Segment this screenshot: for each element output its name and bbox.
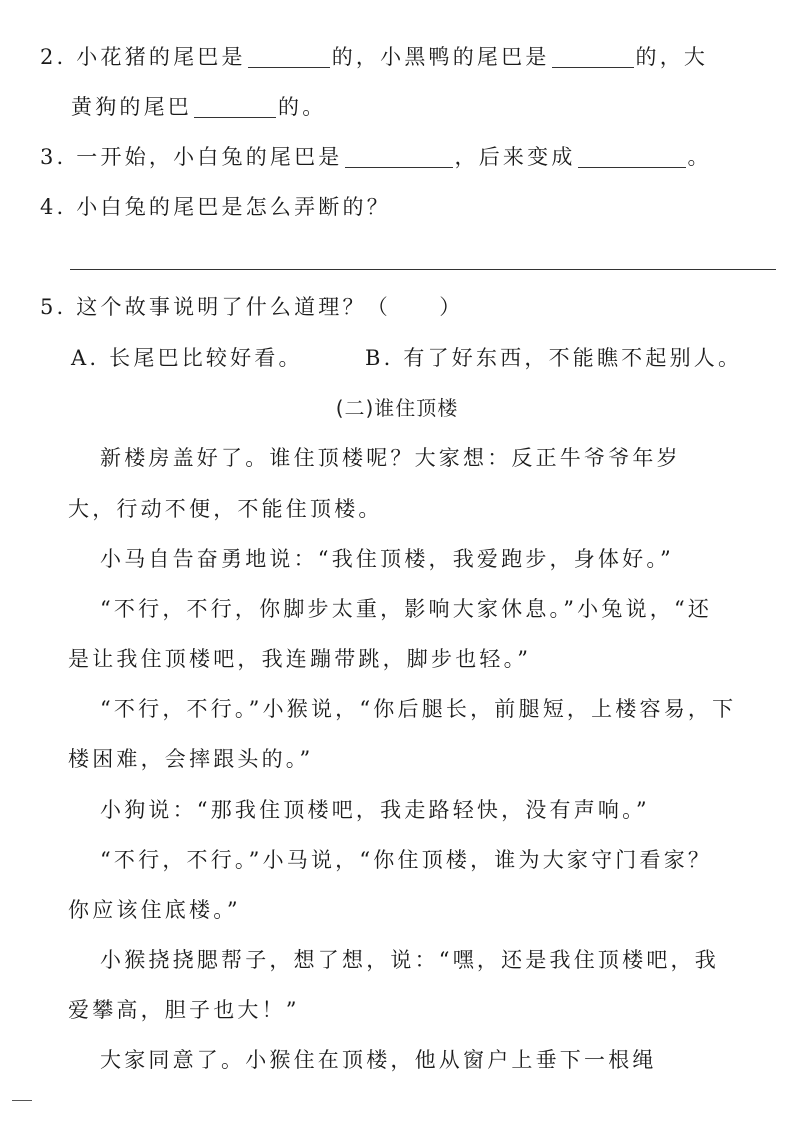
- story-line: “不行，不行。”小猴说，“你后腿长，前腿短，上楼容易，下: [100, 697, 737, 721]
- question-3-text-b: ，后来变成: [454, 145, 576, 169]
- question-4: 4. 小白兔的尾巴是怎么弄断的？: [40, 195, 391, 219]
- story-line: 是让我住顶楼吧，我连蹦带跳，脚步也轻。”: [68, 647, 532, 671]
- question-5: 5. 这个故事说明了什么道理？（ ）: [40, 295, 464, 319]
- question-2-text-c: 的，大: [635, 45, 709, 69]
- story-line: “不行，不行。”小马说，“你住顶楼，谁为大家守门看家？: [100, 848, 713, 872]
- question-2: [40, 42, 708, 72]
- question-5-option-a[interactable]: A. 长尾巴比较好看。: [71, 346, 303, 370]
- story-line: 小狗说：“那我住顶楼吧，我走路轻快，没有声响。”: [100, 798, 650, 822]
- answer-blank[interactable]: [194, 97, 276, 118]
- question-3-text-c: 。: [687, 145, 712, 169]
- answer-blank[interactable]: [578, 147, 686, 168]
- question-2-text-e: 的。: [278, 95, 327, 119]
- question-2-text-d: 黄狗的尾巴: [71, 95, 192, 119]
- question-2-continued: [71, 92, 326, 122]
- story-line: 楼困难，会摔跟头的。”: [68, 747, 314, 771]
- story-line: 小马自告奋勇地说：“我住顶楼，我爱跑步，身体好。”: [100, 547, 674, 571]
- story-line: 大家同意了。小猴住在顶楼，他从窗户上垂下一根绳: [100, 1048, 657, 1072]
- answer-line[interactable]: [70, 269, 776, 270]
- page-edge-mark: [12, 1100, 32, 1101]
- question-2-text-a: 2. 小花猪的尾巴是: [40, 45, 246, 69]
- story-line: 你应该住底楼。”: [68, 898, 241, 922]
- answer-blank[interactable]: [345, 147, 453, 168]
- question-3: [40, 142, 712, 172]
- story-line: 大，行动不便，不能住顶楼。: [68, 497, 383, 521]
- story-line: 爱攀高，胆子也大！”: [68, 998, 300, 1022]
- story-line: “不行，不行，你脚步太重，影响大家休息。”小兔说，“还: [100, 597, 713, 621]
- story-title: (二)谁住顶楼: [335, 396, 459, 420]
- story-line: 新楼房盖好了。谁住顶楼呢？大家想：反正牛爷爷年岁: [100, 446, 681, 470]
- story-line: 小猴挠挠腮帮子，想了想，说：“嘿，还是我住顶楼吧，我: [100, 948, 719, 972]
- answer-blank[interactable]: [248, 47, 330, 68]
- answer-blank[interactable]: [552, 47, 634, 68]
- question-5-option-b[interactable]: B. 有了好东西，不能瞧不起别人。: [365, 346, 743, 370]
- question-3-text-a: 3. 一开始，小白兔的尾巴是: [40, 145, 343, 169]
- question-2-text-b: 的，小黑鸭的尾巴是: [331, 45, 550, 69]
